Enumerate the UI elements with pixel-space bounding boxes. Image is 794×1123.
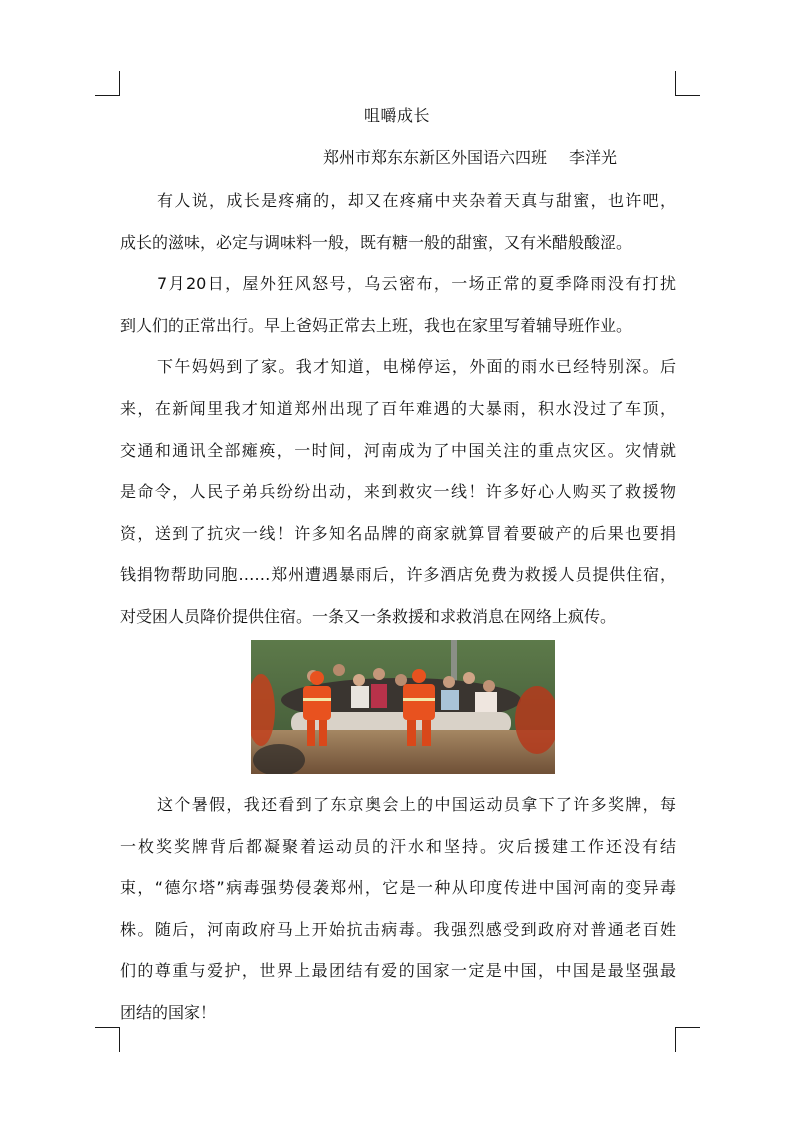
crop-mark-top-right-h (675, 95, 700, 96)
crop-mark-top-left-h (95, 95, 120, 96)
text-line: 株。随后，河南政府马上开始抗击病毒。我强烈感受到政府对普通老百姓 (120, 919, 676, 939)
paragraph (120, 346, 676, 637)
body-text-upper (120, 180, 676, 638)
paragraph (120, 784, 676, 1034)
rescue-photo (251, 640, 555, 774)
text-line: 对受困人员降价提供住宿。一条又一条救援和求救消息在网络上疯传。 (120, 606, 617, 626)
text-line: 交通和通讯全部瘫痪，一时间，河南成为了中国关注的重点灾区。灾情就 (120, 440, 676, 460)
rescue-photo-icon (251, 640, 555, 774)
text-line: 来，在新闻里我才知道郑州出现了百年难遇的大暴雨，积水没过了车顶， (120, 398, 676, 418)
text-line: 是命令，人民子弟兵纷纷出动，来到救灾一线！许多好心人购买了救援物 (120, 482, 676, 502)
text-line: 钱捐物帮助同胞……郑州遭遇暴雨后，许多酒店免费为救援人员提供住宿， (120, 565, 676, 585)
text-line: 资，送到了抗灾一线！许多知名品牌的商家就算冒着要破产的后果也要捐 (120, 523, 676, 543)
crop-mark-bottom-right-h (675, 1027, 700, 1028)
text-line: 一枚奖奖牌背后都凝聚着运动员的汗水和坚持。灾后援建工作还没有结 (120, 836, 676, 856)
text-line: 到人们的正常出行。早上爸妈正常去上班，我也在家里写着辅导班作业。 (120, 315, 633, 335)
author-name: 李洋光 (569, 148, 618, 167)
crop-mark-bottom-left-h (95, 1027, 120, 1028)
text-line: 束，“德尔塔”病毒强势侵袭郑州，它是一种从印度传进中国河南的变异毒 (120, 878, 676, 898)
paragraph (120, 263, 676, 346)
text-line: 这个暑假，我还看到了东京奥会上的中国运动员拿下了许多奖牌，每 (157, 795, 676, 814)
text-line: 们的尊重与爱护，世界上最团结有爱的国家一定是中国，中国是最坚强最 (120, 961, 676, 981)
paragraph (120, 180, 676, 263)
crop-mark-top-right-v (675, 71, 676, 96)
text-line: 下午妈妈到了家。我才知道，电梯停运，外面的雨水已经特别深。后 (157, 357, 676, 377)
author-line (323, 146, 617, 170)
text-line: 成长的滋味，必定与调味料一般，既有糖一般的甜蜜，又有米醋般酸涩。 (120, 232, 633, 252)
body-text-lower (120, 784, 676, 1034)
author-school: 郑州市郑东东新区外国语六四班 (323, 148, 548, 167)
text-line: 7月20日，屋外狂风怒号，乌云密布，一场正常的夏季降雨没有打扰 (157, 274, 676, 294)
document-title: 咀嚼成长 (363, 106, 430, 125)
text-line: 团结的国家！ (120, 1002, 217, 1022)
text-line: 有人说，成长是疼痛的，却又在疼痛中夹杂着天真与甜蜜，也许吧， (157, 191, 676, 210)
crop-mark-top-left-v (119, 71, 120, 96)
